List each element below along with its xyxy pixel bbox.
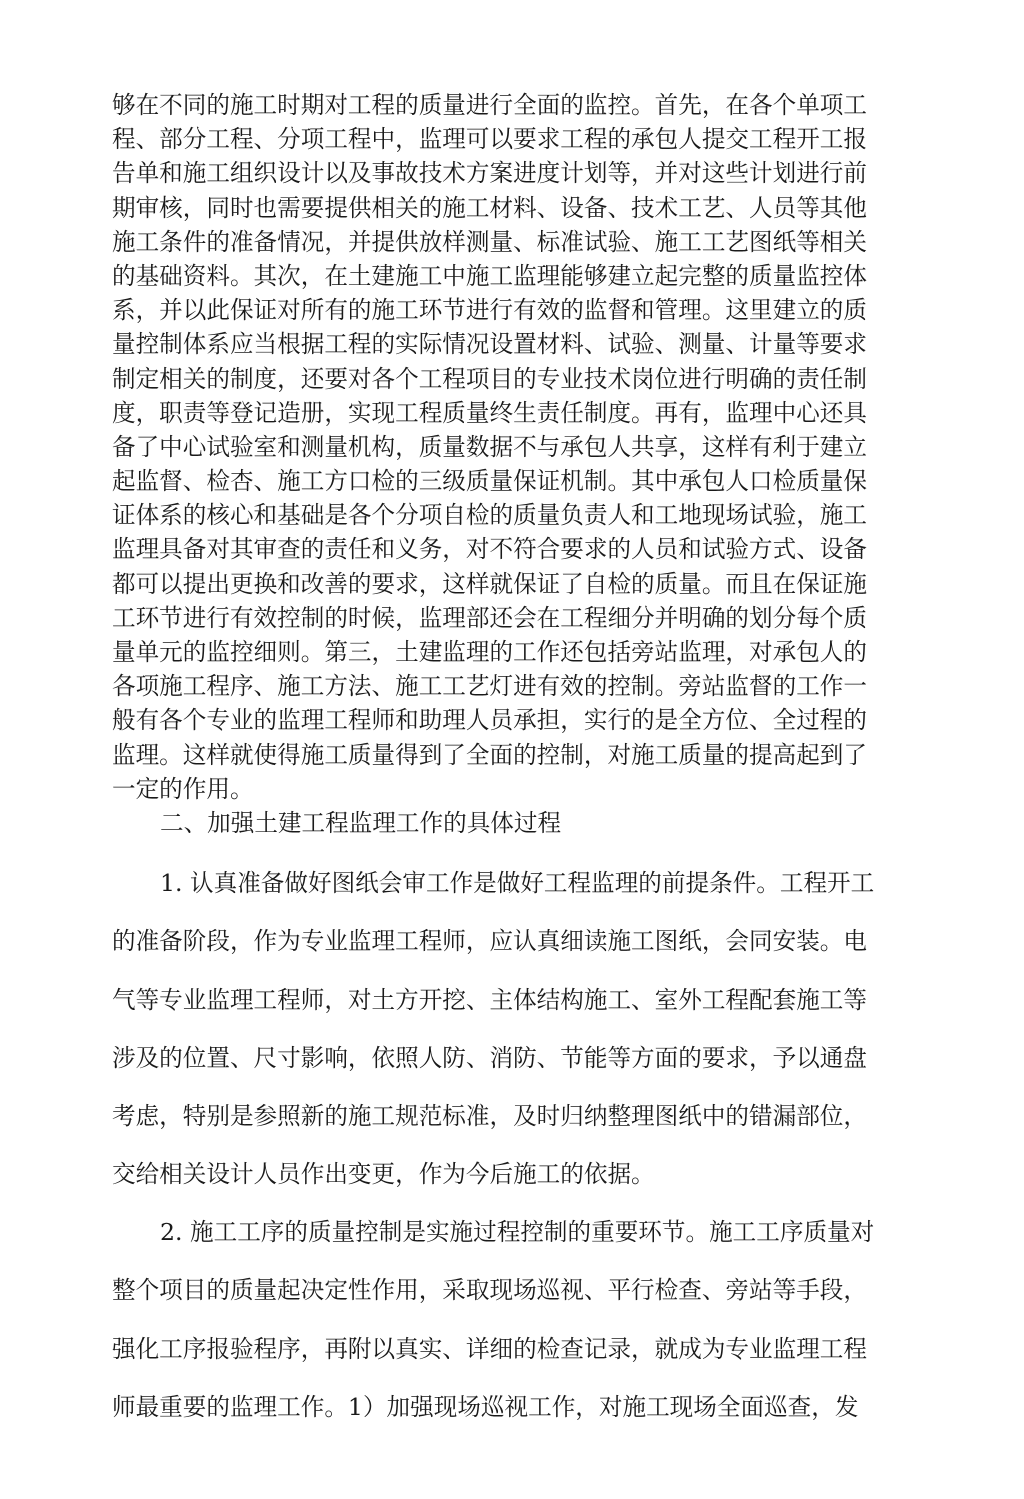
paragraph-quality-control [112,88,912,806]
text-line: 量单元的监控细则。第三，土建监理的工作还包括旁站监理，对承包人的 [112,638,867,666]
section-heading: 二、加强土建工程监理工作的具体过程 [160,808,562,837]
text-line: 量控制体系应当根据工程的实际情况设置材料、试验、测量、计量等要求 [112,330,867,359]
text-line: 整个项目的质量起决定性作用，采取现场巡视、平行检查、旁站等手段， [112,1276,867,1305]
spacer [112,840,912,866]
text-line: 告单和施工组织设计以及事故技术方案进度计划等，并对这些计划进行前 [112,159,867,188]
text-line: 强化工序报验程序，再附以真实、详细的检查记录，就成为专业监理工程 [112,1334,867,1363]
text-line: 证体系的核心和基础是各个分项自检的质量负责人和工地现场试验，施工 [112,501,867,530]
paragraph-drawing-review [112,866,912,1215]
text-line: 都可以提出更换和改善的要求，这样就保证了自检的质量。而且在保证施 [112,569,867,598]
text-line: 监理。这样就使得施工质量得到了全面的控制，对施工质量的提高起到了 [112,740,867,769]
text-line: 考虑，特别是参照新的施工规范标准，及时归纳整理图纸中的错漏部位， [112,1101,867,1130]
text-line: 制定相关的制度，还要对各个工程项目的专业技术岗位进行明确的责任制 [112,364,867,393]
text-line: 2. 施工工序的质量控制是实施过程控制的重要环节。施工工序质量对 [160,1218,875,1247]
text-line: 系，并以此保证对所有的施工环节进行有效的监督和管理。这里建立的质 [112,296,867,325]
text-line: 的准备阶段，作为专业监理工程师，应认真细读施工图纸，会同安装。电 [112,927,867,956]
text-line: 施工条件的准备情况，并提供放样测量、标准试验、施工工艺图纸等相关 [112,227,867,256]
document-page [112,88,912,1448]
text-line: 工环节进行有效控制的时候，监理部还会在工程细分并明确的划分每个质 [112,603,867,632]
text-line: 监理具备对其审查的责任和义务，对不符合要求的人员和试验方式、设备 [112,535,867,564]
text-line: 般有各个专业的监理工程师和助理人员承担，实行的是全方位、全过程的 [112,706,867,735]
text-line: 各项施工程序、施工方法、施工工艺灯进有效的控制。旁站监督的工作一 [112,672,867,701]
paragraph-process-control [112,1215,912,1448]
text-line: 师最重要的监理工作。1）加强现场巡视工作，对施工现场全面巡查，发 [112,1392,859,1421]
text-line: 气等专业监理工程师，对土方开挖、主体结构施工、室外工程配套施工等 [112,985,867,1014]
text-line: 起监督、检杏、施工方口检的三级质量保证机制。其中承包人口检质量保 [112,467,867,496]
text-line: 备了中心试验室和测量机构，质量数据不与承包人共享，这样有利于建立 [112,432,867,461]
text-line: 的基础资料。其次，在土建施工中施工监理能够建立起完整的质量监控体 [112,261,867,290]
text-line: 够在不同的施工时期对工程的质量进行全面的监控。首先，在各个单项工 [112,91,867,119]
text-line: 交给相关设计人员作出变更，作为今后施工的依据。 [112,1160,655,1189]
text-line: 期审核，同时也需要提供相关的施工材料、设备、技术工艺、人员等其他 [112,193,867,222]
text-line: 涉及的位置、尺寸影响，依照人防、消防、节能等方面的要求，予以通盘 [112,1043,867,1072]
text-line: 度，职责等登记造册，实现工程质量终生责任制度。再有，监理中心还具 [112,398,867,427]
text-line: 1. 认真准备做好图纸会审工作是做好工程监理的前提条件。工程开工 [160,869,875,898]
text-line: 一定的作用。 [112,774,254,803]
text-line: 程、部分工程、分项工程中，监理可以要求工程的承包人提交工程开工报 [112,125,867,154]
